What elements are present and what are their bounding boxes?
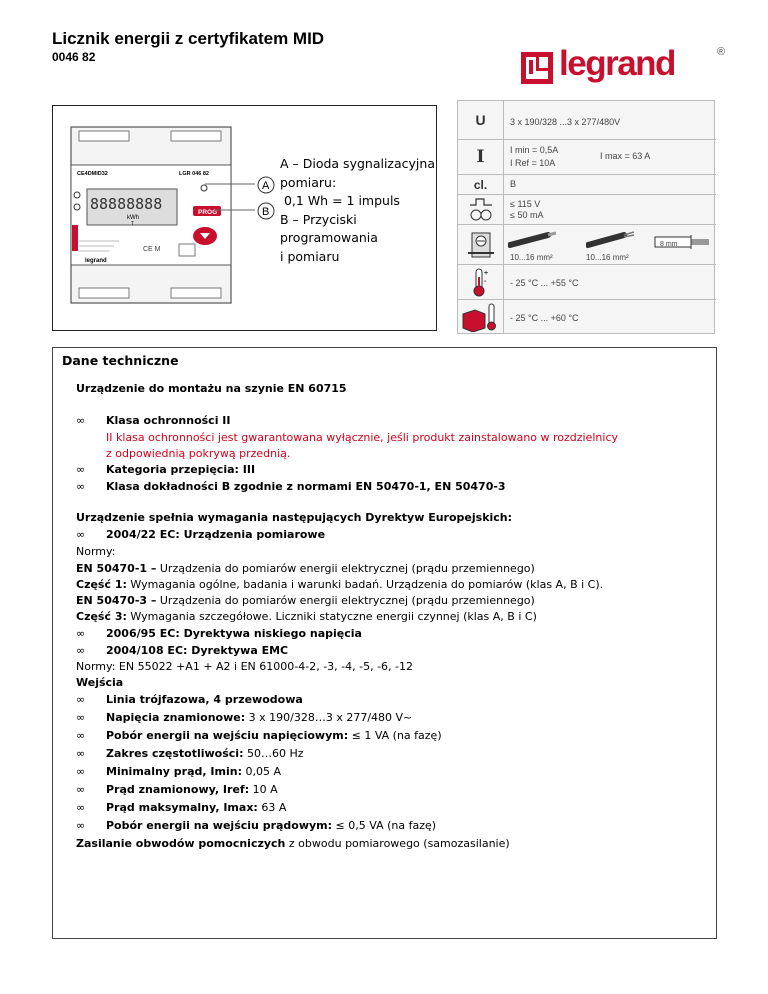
spec-value: 10 A xyxy=(249,783,278,796)
input-voltage-consumption xyxy=(106,728,726,744)
emc-norms: Normy: EN 55022 +A1 + A2 i EN 61000-4-2, -3, -4, -5, -6, -12 xyxy=(76,660,414,673)
legend-line: A – Dioda sygnalizacyjna xyxy=(280,156,435,171)
thermometer-icon xyxy=(458,265,504,299)
input-imax xyxy=(106,800,726,816)
norm-en50470-3 xyxy=(76,593,696,609)
directive-low-voltage: 2006/95 EC: Dyrektywa niskiego napięcia xyxy=(106,627,362,640)
class2-note-line2: z odpowiednią pokrywą przednią. xyxy=(106,447,291,460)
norm-part1 xyxy=(76,577,696,593)
aux-power xyxy=(76,836,696,852)
spec-row-temp-storage xyxy=(458,299,716,334)
spec-pulse-current: ≤ 50 mA xyxy=(510,210,544,220)
pulse-output-icon xyxy=(458,195,504,224)
spec-value: 3 x 190/328…3 x 277/480 V~ xyxy=(245,711,413,724)
bullet-icon: ∞ xyxy=(76,693,86,706)
spec-label: Zasilanie obwodów pomocniczych xyxy=(76,837,286,850)
spec-row-wiring xyxy=(458,224,716,264)
legend-line: B – Przyciski xyxy=(280,211,357,227)
spec-wire1: 10...16 mm² xyxy=(510,253,553,262)
legrand-wordmark: legrand xyxy=(559,44,675,83)
technical-data-heading: Dane techniczne xyxy=(62,353,179,368)
spec-iref: I Ref = 10A xyxy=(510,158,556,168)
spec-class-value: B xyxy=(510,179,517,189)
legend-line: i pomiaru xyxy=(280,248,340,264)
spec-label: Napięcia znamionowe: xyxy=(106,711,246,724)
meter-part: LGR 046 82 xyxy=(179,171,209,177)
page-title: Licznik energii z certyfikatem MID xyxy=(52,29,325,48)
part-label: Część 1: xyxy=(76,578,127,591)
input-imin xyxy=(106,764,726,780)
spec-imin: I min = 0,5A xyxy=(510,145,559,155)
legend-line: 0,1 Wh = 1 impuls xyxy=(280,193,400,208)
callout-markers xyxy=(254,174,278,220)
legrand-logo xyxy=(521,44,733,86)
registered-mark: ® xyxy=(717,46,726,58)
norm-en50470-1 xyxy=(76,561,696,577)
callout-a: A xyxy=(262,180,270,192)
bullet-icon: ∞ xyxy=(76,480,86,493)
spec-value: 50…60 Hz xyxy=(243,747,304,760)
directive-emc: 2004/108 EC: Dyrektywa EMC xyxy=(106,644,289,657)
class2-note-line1: II klasa ochronności jest gwarantowana wyłącznie, jeśli produkt zainstalowano w rozdzielnicy xyxy=(106,431,619,444)
device-legend xyxy=(280,155,440,266)
spec-label: Pobór energii na wejściu napięciowym: xyxy=(106,729,349,742)
spec-symbol: cl. xyxy=(458,175,504,194)
spec-value: ≤ 0,5 VA (na fazę) xyxy=(332,819,437,832)
spec-wire2: 10...16 mm² xyxy=(586,253,629,262)
callout-leaders xyxy=(195,180,257,220)
ce-mark: CE M xyxy=(143,246,161,253)
input-rated-voltage xyxy=(106,710,726,726)
spec-row-pulse xyxy=(458,194,716,224)
class2-title: Klasa ochronności II xyxy=(106,414,231,427)
part-text: Wymagania szczegółowe. Liczniki statyczne energii czynnej (klas A, B i C) xyxy=(126,610,537,623)
terminal-screw-icon xyxy=(458,225,504,264)
norm-code: EN 50470-1 – xyxy=(76,562,157,575)
spec-temp-operating: - 25 °C ... +55 °C xyxy=(510,278,579,288)
legend-line: programowania xyxy=(280,230,378,245)
bullet-icon: ∞ xyxy=(76,819,86,832)
meter-model: CE4DMID32 xyxy=(77,171,108,177)
legend-line: pomiaru: xyxy=(280,174,337,190)
bullet-icon: ∞ xyxy=(76,528,86,541)
bullet-icon: ∞ xyxy=(76,801,86,814)
spec-row-voltage xyxy=(458,101,716,139)
overvoltage-category: Kategoria przepięcia: III xyxy=(106,463,256,476)
callout-b: B xyxy=(262,206,270,218)
bullet-icon: ∞ xyxy=(76,747,86,760)
meter-subunit: T xyxy=(131,221,135,227)
accuracy-class: Klasa dokładności B zgodnie z normami EN 50470-1, EN 50470-3 xyxy=(106,480,506,493)
spec-row-class xyxy=(458,174,716,194)
svg-text:-: - xyxy=(483,278,486,285)
meter-unit: kWh xyxy=(127,215,139,221)
input-iref xyxy=(106,782,726,798)
bullet-icon: ∞ xyxy=(76,729,86,742)
spec-value: 0,05 A xyxy=(241,765,281,778)
bullet-icon: ∞ xyxy=(76,711,86,724)
part-text: Wymagania ogólne, badania i warunki badań. Urządzenia do pomiarów (klas A, B i C). xyxy=(126,578,604,591)
inputs-heading: Wejścia xyxy=(76,676,124,689)
spec-label: Prąd znamionowy, Iref: xyxy=(106,783,250,796)
part-label: Część 3: xyxy=(76,610,127,623)
directives-heading: Urządzenie spełnia wymagania następujących Dyrektyw Europejskich: xyxy=(76,511,513,524)
spec-value: z obwodu pomiarowego (samozasilanie) xyxy=(285,837,510,850)
svg-text:+: + xyxy=(483,270,488,277)
spec-row-temp-operating xyxy=(458,264,716,299)
solid-wire-icon xyxy=(508,229,558,251)
bullet-icon: ∞ xyxy=(76,765,86,778)
spec-symbol: I xyxy=(458,140,504,174)
norm-text: Urządzenia do pomiarów energii elektrycznej (prądu przemiennego) xyxy=(156,594,535,607)
spec-pulse-voltage: ≤ 115 V xyxy=(510,199,541,209)
norm-code: EN 50470-3 – xyxy=(76,594,157,607)
product-code: 0046 82 xyxy=(52,50,96,64)
meter-display: 88888888 xyxy=(90,195,163,213)
spec-value: ≤ 1 VA (na fazę) xyxy=(348,729,442,742)
norms-label: Normy: xyxy=(76,545,116,558)
spec-imax: I max = 63 A xyxy=(600,151,651,161)
norm-text: Urządzenia do pomiarów energii elektrycznej (prądu przemiennego) xyxy=(156,562,535,575)
prog-label: PROG xyxy=(198,209,218,216)
storage-temperature-icon xyxy=(458,300,504,334)
spec-strip-length: 8 mm xyxy=(660,241,678,248)
meter-brand: legrand xyxy=(85,258,107,264)
legrand-mark-icon xyxy=(521,52,553,84)
input-current-consumption xyxy=(106,818,726,834)
spec-table xyxy=(457,100,715,334)
input-frequency xyxy=(106,746,726,762)
bullet-icon: ∞ xyxy=(76,627,86,640)
spec-label: Pobór energii na wejściu prądowym: xyxy=(106,819,333,832)
stranded-wire-icon xyxy=(586,229,636,251)
spec-row-current xyxy=(458,139,716,174)
bullet-icon: ∞ xyxy=(76,644,86,657)
spec-label: Prąd maksymalny, Imax: xyxy=(106,801,258,814)
spec-symbol: U xyxy=(458,101,504,139)
bullet-icon: ∞ xyxy=(76,463,86,476)
spec-voltage-value: 3 x 190/328 ...3 x 277/480V xyxy=(510,117,621,127)
norm-part3 xyxy=(76,609,696,625)
input-line-type: Linia trójfazowa, 4 przewodowa xyxy=(106,693,303,706)
spec-label: Minimalny prąd, Imin: xyxy=(106,765,242,778)
bullet-icon: ∞ xyxy=(76,414,86,427)
mounting-line: Urządzenie do montażu na szynie EN 60715 xyxy=(76,382,347,395)
bullet-icon: ∞ xyxy=(76,783,86,796)
directive-measuring: 2004/22 EC: Urządzenia pomiarowe xyxy=(106,528,326,541)
spec-value: 63 A xyxy=(257,801,287,814)
spec-label: Zakres częstotliwości: xyxy=(106,747,244,760)
spec-temp-storage: - 25 °C ... +60 °C xyxy=(510,313,579,323)
